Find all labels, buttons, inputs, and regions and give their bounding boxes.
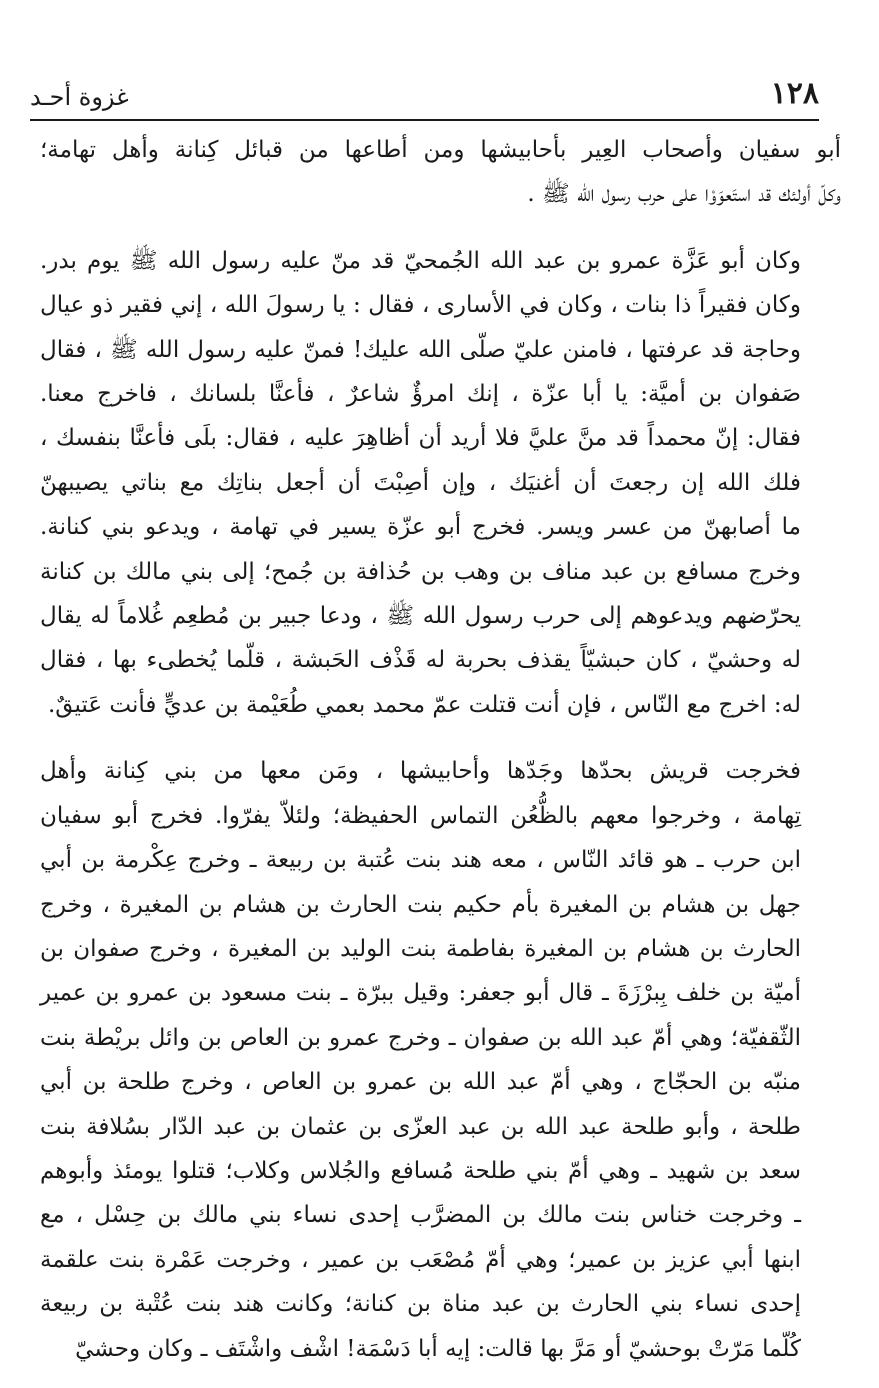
body-text [40,128,841,1371]
text-line: له: اخرج مع النّاس ، فإن أنت قتلت عمّ محمد بعمي طُعَيْمة بن عديٍّ فأنت عَتيقٌ. [47,691,801,718]
text-line: فخرجت قريش بحدّها وجَدّها وأحابيشها ، ومَن معها من بني كِنانة وأهل [40,758,801,785]
running-title: غزوة أحـد [30,83,129,111]
text-line: له وحشيّ ، كان حبشيّاً يقذف بحربة له قَذْف الحَبشة ، قلّما يُخطىء بها ، فقال [40,647,801,674]
text-line: سعد بن شهيد ـ وهي أمّ بني طلحة مُسافع والجُلاس وكلاب؛ قتلوا يومئذ وأبوهم [40,1157,801,1184]
text-line: ـ وخرجت خناس بنت مالك بن المضرَّب إحدى نساء بني مالك بن حِسْل ، مع [40,1202,801,1229]
text-line: وحاجة قد عرفتها ، فامنن عليّ صلّى الله عليك! فمنّ عليه رسول الله ﷺ ، فقال [40,336,801,363]
text-line: وكلّ أولئك قد استَعوَوْا على حرب رسول الله ﷺ . [527,181,841,208]
text-line: ابنها أبي عزيز بن عمير؛ وهي أمّ مُصْعَب بن عمير ، وخرجت عَمْرة بنت علقمة [40,1246,801,1273]
text-line: كُلّما مَرّتْ بوحشيّ أو مَرَّ بها قالت: إيه أبا دَسْمَة! اشْف واشْتَف ـ وكان وحشيّ [75,1335,801,1362]
text-line: فلك الله إن رجعتَ أن أغنيَك ، وإن أصِبْتَ أن أجعل بناتِك مع بناتي يصيبهنّ [40,469,801,496]
text-line: وكان أبو عَزَّة عمرو بن عبد الله الجُمحيّ قد منّ عليه رسول الله ﷺ يوم بدر. [40,247,801,274]
text-line: إحدى نساء بني الحارث بن عبد مناة بن كنانة؛ وكانت هند بنت عُتْبة بن ربيعة [40,1291,801,1318]
text-line: وكان فقيراً ذا بنات ، وكان في الأسارى ، فقال : يا رسولَ الله ، إني فقير ذو عيال [40,292,801,319]
paragraph [40,749,841,1371]
page-number: ١٢٨ [770,76,819,111]
text-line: فقال: إنّ محمداً قد منَّ عليَّ فلا أريد أن أظاهِرَ عليه ، فقال: بلَى فأعنَّا بنفسك ، [40,425,801,452]
text-line: يحرّضهم ويدعوهم إلى حرب رسول الله ﷺ ، ودعا جبير بن مُطعِم غُلاماً له يقال [40,603,801,630]
text-line: الثّقفيّة؛ وهي أمّ عبد الله بن صفوان ـ وخرج عمرو بن العاص بن وائل بريْطة بنت [40,1024,801,1051]
text-line: أميّة بن خلف بِبرْزَةَ ـ قال أبو جعفر: وقيل ببرّة ـ بنت مسعود بن عمرو بن عمير [40,980,801,1007]
page-header [30,72,819,118]
text-line: جهل بن هشام بن المغيرة بأم حكيم بنت الحارث بن هشام بن المغيرة ، وخرج [40,891,801,918]
text-line: وخرج مسافع بن عبد مناف بن وهب بن حُذافة بن جُمح؛ إلى بني مالك بن كنانة [40,558,801,585]
text-line: الحارث بن هشام بن المغيرة بفاطمة بنت الوليد بن المغيرة ، وخرج صفوان بن [40,935,801,962]
paragraph [40,128,841,217]
text-line: ابن حرب ـ هو قائد النّاس ، معه هند بنت عُتبة بن ربيعة ـ وخرج عِكْرمة بن أبي [40,847,801,874]
text-line: تِهامة ، وخرجوا معهم بالظُّعُن التماس الحفيظة؛ ولئلاّ يفرّوا. فخرج أبو سفيان [40,802,801,829]
header-rule [30,119,819,121]
paragraph [40,239,841,727]
text-line: منبّه بن الحجّاج ، وهي أمّ عبد الله بن عمرو بن العاص ، وخرج طلحة بن أبي [40,1069,801,1096]
text-line: أبو سفيان وأصحاب العِير بأحابيشها ومن أطاعها من قبائل كِنانة وأهل تهامة؛ [40,137,841,163]
text-line: صَفوان بن أميَّة: يا أبا عزّة ، إنك امرؤٌ شاعرٌ ، فأعنَّا بلسانك ، فاخرج معنا. [40,381,801,408]
text-line: طلحة ، وأبو طلحة عبد الله بن عبد العزّى بن عثمان بن عبد الدّار بسُلافة بنت [40,1113,801,1140]
text-line: ما أصابهنّ من عسر ويسر. فخرج أبو عزّة يسير في تهامة ، ويدعو بني كنانة. [40,514,801,541]
